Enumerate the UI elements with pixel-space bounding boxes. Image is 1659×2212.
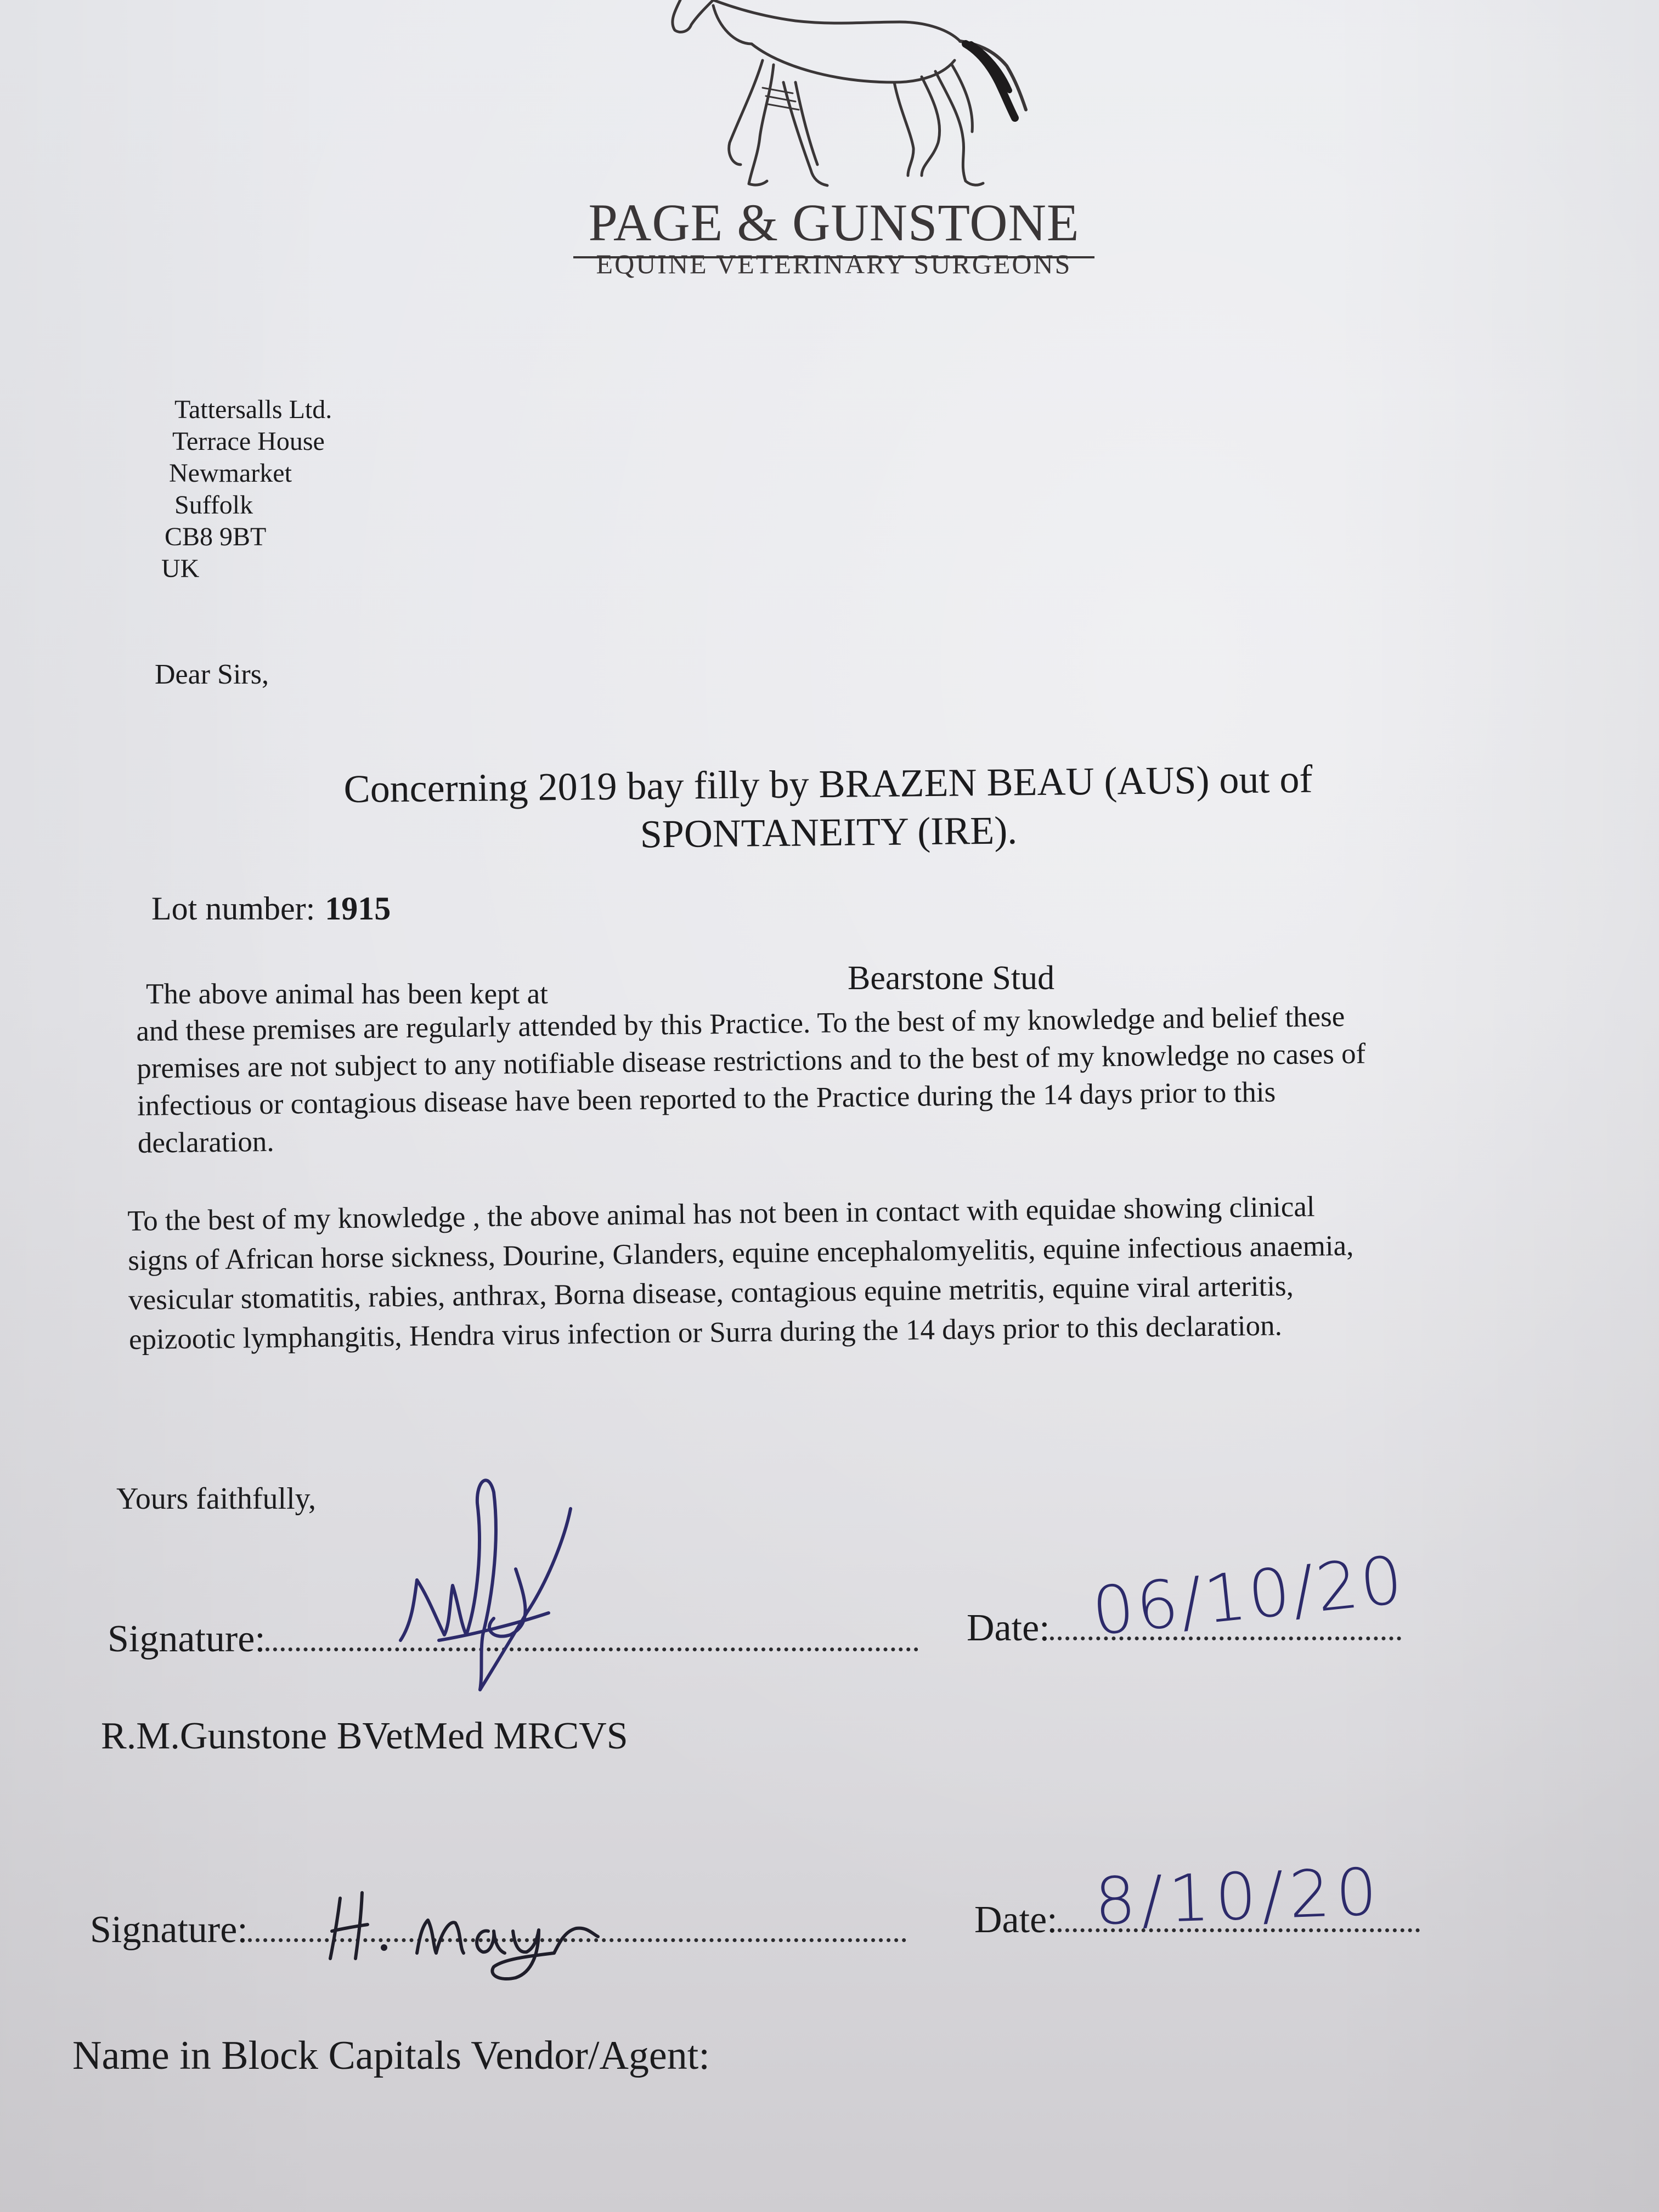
signature-label: Signature: <box>108 1618 266 1660</box>
signatory-name: R.M.Gunstone BVetMed MRCVS <box>101 1715 628 1757</box>
lot-number-row <box>151 890 391 928</box>
premises-declaration-paragraph <box>136 996 1542 1162</box>
paragraph-line: declaration. <box>137 1125 274 1159</box>
vet-handwritten-signature <box>384 1459 625 1701</box>
subject-heading <box>230 754 1427 863</box>
premises-name: Bearstone Stud <box>848 960 1055 997</box>
signature-label: Signature: <box>90 1909 248 1951</box>
address-line: Tattersalls Ltd. <box>174 395 332 424</box>
salutation: Dear Sirs, <box>155 659 269 690</box>
vet-handwritten-date: 06/10/20 <box>1088 1542 1408 1651</box>
kept-at-text: The above animal has been kept at <box>146 978 548 1010</box>
vendor-handwritten-date: 8/10/20 <box>1093 1853 1384 1940</box>
subject-line-1: Concerning 2019 bay filly by BRAZEN BEAU (AUS) out of <box>343 757 1313 811</box>
vendor-signature-field <box>90 1908 906 1952</box>
brand-subtitle: EQUINE VETERINARY SURGEONS <box>596 249 1072 279</box>
subject-line-2: SPONTANEITY (IRE). <box>640 808 1018 856</box>
address-line: UK <box>161 554 200 583</box>
contact-declaration-paragraph <box>127 1184 1544 1359</box>
brand-name: PAGE & GUNSTONE <box>573 192 1094 258</box>
lot-number-value: 1915 <box>325 890 391 927</box>
paragraph-line: epizootic lymphangitis, Hendra virus infection or Surra during the 14 days prior to this declaration. <box>128 1310 1283 1356</box>
recipient-address <box>161 394 332 585</box>
paragraph-line: infectious or contagious disease have been reported to the Practice during the 14 days prior to this <box>137 1076 1276 1122</box>
address-line: Terrace House <box>172 427 325 456</box>
block-capitals-label: Name in Block Capitals Vendor/Agent: <box>72 2033 710 2078</box>
paragraph-line: signs of African horse sickness, Dourine, Glanders, equine encephalomyelitis, equine infectious anaemia, <box>127 1229 1354 1277</box>
date-label: Date: <box>974 1899 1058 1941</box>
paragraph-line: vesicular stomatitis, rabies, anthrax, Borna disease, contagious equine metritis, equine viral arteritis, <box>128 1270 1294 1316</box>
paragraph-line: To the best of my knowledge , the above animal has not been in contact with equidae showing clinical <box>127 1190 1315 1237</box>
paragraph-line: premises are not subject to any notifiable disease restrictions and to the best of my knowledge no cases of <box>136 1037 1366 1085</box>
address-line: Newmarket <box>169 459 292 488</box>
address-line: CB8 9BT <box>165 522 267 551</box>
address-line: Suffolk <box>174 490 253 520</box>
paragraph-line: and these premises are regularly attended by this Practice. To the best of my knowledge and belief these <box>136 1001 1345 1047</box>
lot-number-label: Lot number: <box>151 890 315 927</box>
horse-logo-icon <box>636 0 1075 198</box>
closing: Yours faithfully, <box>116 1482 317 1516</box>
vet-signature-field <box>108 1617 918 1661</box>
date-label: Date: <box>967 1607 1050 1649</box>
